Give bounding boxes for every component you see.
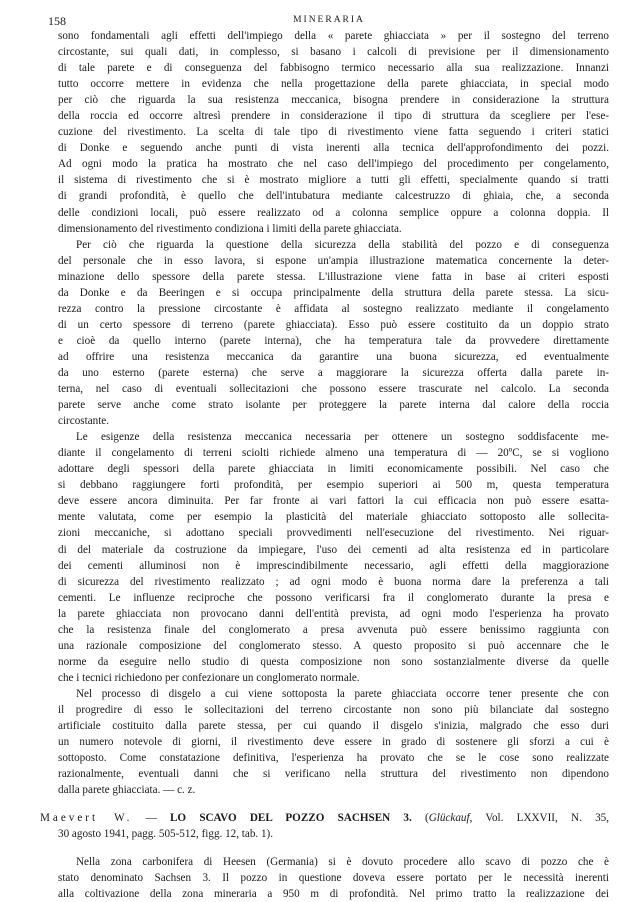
text-line: dalla parete ghiacciata. — c. z. bbox=[58, 784, 196, 797]
text-line: stato denominato Sachsen 3. Il pozzo in questione doveva essere portato per le necessità inerenti bbox=[58, 872, 609, 885]
text-line: si debbano raggiungere forti profondità, per esempio superiori ai 500 m, questa temperatura bbox=[58, 479, 609, 492]
text-line: sottoposto. Come constatazione definitiva, l'esperienza ha provato che se le cose sono realizzate bbox=[58, 752, 609, 765]
text-line: delle condizioni locali, può essere realizzato od a colonna semplice oppure a colonna doppia. Il bbox=[58, 206, 609, 219]
text-line: un numero notevole di giorni, il rivestimento deve essere in grado di sostenere gli sforzi a cui è bbox=[58, 736, 609, 749]
text-line: Ad ogni modo la pratica ha mostrato che nel caso dell'impiego del procedimento per congelamento, bbox=[58, 158, 609, 171]
review-details: , Vol. LXXVII, N. 35, bbox=[469, 812, 609, 825]
text-line: il sistema di rivestimento che si è mostrato migliore a tutti gli effetti, specialmente quando si tratti bbox=[58, 174, 609, 187]
text-line: terna, nel caso di eventuali sollecitazioni che possono essere trascurate nel calcolo. La seconda bbox=[58, 383, 609, 396]
text-line: per ciò che riguarda la sua resistenza meccanica, bisogna prendere in considerazione la struttura bbox=[58, 94, 609, 107]
text-line: che la resistenza finale del conglomerato a presa avvenuta può essere benissimo raggiunta con bbox=[58, 623, 609, 636]
text-line: rezza contro la pressione circostante è affidata al sostegno realizzato mediante il congelamento bbox=[58, 302, 609, 315]
paragraph-1 bbox=[58, 28, 609, 237]
text-line: del personale che in esso lavora, si espone un'ampia illustrazione matematica concernente la deter- bbox=[58, 254, 609, 267]
paragraph-2 bbox=[58, 237, 609, 430]
text-line: dimensionamento del rivestimento condiziona i limiti della parete ghiacciata. bbox=[58, 222, 402, 235]
citation-dash: — bbox=[132, 812, 170, 825]
citation-line: Maevert W. — LO SCAVO DEL POZZO SACHSEN 3. (Glückauf, Vol. LXXVII, N. 35, bbox=[40, 812, 609, 825]
text-line: zioni meccaniche, si adottano speciali provvedimenti nell'esecuzione del rivestimento. Nei riguar- bbox=[58, 527, 609, 540]
text-line: di tale parete e di conseguenza del fabbisogno termico necessario alla sua realizzazione. Innanzi bbox=[58, 62, 609, 75]
text-line: circostante, sui quali dati, in complesso, si basano i calcoli di previsione per il dimensionamento bbox=[58, 46, 609, 59]
text-line: di sicurezza del rivestimento realizzato ; ad ogni modo è buona norma dare la preferenza a tali bbox=[58, 575, 609, 588]
text-line: di un certo spessore di terreno (parete ghiacciata). Esso può essere costituito da un doppio strato bbox=[58, 318, 609, 331]
text-line: parete serve anche come strato isolante per proteggere la parete interna dal calore della roccia bbox=[58, 399, 609, 412]
text-line: di del materiale da costruzione da impiegare, l'uso dei cementi ad alta resistenza ed in particolare bbox=[58, 543, 609, 556]
review-citation bbox=[40, 810, 609, 842]
article-body bbox=[40, 28, 609, 902]
text-line: Nel processo di disgelo a cui viene sottoposta la parete ghiacciata occorre tener presente che con bbox=[76, 687, 609, 700]
citation-line: 30 agosto 1941, pagg. 505-512, figg. 12, tab. 1). bbox=[58, 828, 274, 841]
text-line: Per ciò che riguarda la questione della sicurezza della stabilità del pozzo e di conseguenza bbox=[76, 238, 609, 251]
review-journal: Glückauf bbox=[428, 812, 470, 825]
text-line: circostante. bbox=[58, 415, 110, 428]
text-line: diante il congelamento di terreni sciolti richiede almeno una temperatura di — 20ºC, se si vogliono bbox=[58, 447, 609, 460]
text-line: minazione dello spessore della parete stessa. L'illustrazione viene fatta in base ai criteri esposti bbox=[58, 270, 609, 283]
paragraph-4 bbox=[58, 686, 609, 798]
text-line: cementi. Le influenze reciproche che possono verificarsi fra il conglomerato durante la presa e bbox=[58, 591, 609, 604]
text-line: Nella zona carbonifera di Heesen (Germania) si è dovuto procedere allo scavo di pozzo che è bbox=[76, 856, 609, 869]
text-line: mente valutata, come per esempio la plasticità del materiale ghiacciato sottoposto alle sollecita- bbox=[58, 511, 609, 524]
text-line: adottare degli spessori della parete ghiacciata in limiti economicamente possibili. Nel caso che bbox=[58, 463, 609, 476]
text-line: dei cementi alluminosi non è imprescindibilmente necessario, agli effetti della maggiorazione bbox=[58, 559, 609, 572]
text-line: norme da eseguire nello studio di questa composizione non sono sostanzialmente diverse da quelle bbox=[58, 655, 609, 668]
text-line: tutto occorre mettere in evidenza che nella progettazione della parete ghiacciata, in special modo bbox=[58, 78, 609, 91]
text-line: una razionale composizione del conglomerato stesso. A questo proposito si può accennare che le bbox=[58, 639, 609, 652]
paragraph-5 bbox=[58, 854, 609, 902]
text-line: di grandi profondità, è quello che dell'intubatura mediante calcestruzzo di ghiaia, che, a seconda bbox=[58, 190, 609, 203]
text-line: da Donke e da Beeringen e si occupa principalmente della struttura della parete stessa. La sicu- bbox=[58, 286, 609, 299]
text-line: che i tecnici richiedono per confezionare un conglomerato normale. bbox=[58, 671, 360, 684]
text-line: sono fondamentali agli effetti dell'impiego della « parete ghiacciata » per il sostegno del terreno bbox=[58, 30, 609, 42]
page-number: 158 bbox=[48, 14, 66, 28]
text-line: il progredire di esso le sollecitazioni del terreno circostante non sono più bilanciate dal sostegno bbox=[58, 703, 609, 716]
text-line: di Donke e seguendo anche punti di vista inerenti alla tecnica dell'approfondimento dei pozzi. bbox=[58, 142, 609, 155]
text-line: della roccia ed occorre altresì prendere in considerazione il tipo di struttura da scegliere per l'ese- bbox=[58, 110, 609, 123]
text-line: e cioè da quello interno (parete interna), che ha temperatura tale da provvedere direttamente bbox=[58, 334, 609, 347]
text-line: razionalmente, eventuali danni che si verificano nella struttura del rivestimento non dipendono bbox=[58, 768, 609, 781]
text-line: da uno esterno (parete esterna) che serve a maggiorare la sicurezza offerta dalla parete in- bbox=[58, 366, 609, 379]
running-title: MINERARIA bbox=[293, 15, 365, 25]
text-line: cuzione del rivestimento. La scelta di tale tipo di rivestimento viene fatta seguendo i criteri statici bbox=[58, 126, 609, 139]
review-title: LO SCAVO DEL POZZO SACHSEN 3. bbox=[170, 812, 412, 825]
text-line: alla coltivazione della zona mineraria a 950 m di profondità. Nel primo tratto la realizzazione dei bbox=[58, 888, 609, 901]
text-line: la parete ghiacciata non provocano danni dell'entità prevista, ad ogni modo l'esperienza ha provato bbox=[58, 607, 609, 620]
text-line: deve essere ancora diminuita. Per far fronte ai vari fattori la cui efficacia non può essere esatta- bbox=[58, 495, 609, 508]
section-gap bbox=[58, 798, 609, 810]
text-line: Le esigenze della resistenza meccanica necessaria per ottenere un sostegno soddisfacente me- bbox=[76, 431, 609, 444]
review-author: Maevert W. bbox=[40, 812, 133, 825]
text-line: artificiale costituito dalla parete stessa, per cui quando il disgelo s'inizia, malgrado che esso duri bbox=[58, 720, 609, 733]
section-gap bbox=[58, 842, 609, 854]
paragraph-3 bbox=[58, 429, 609, 686]
text-line: ad offrire una resistenza meccanica da garantire una buona sicurezza, ed eventualmente bbox=[58, 350, 609, 363]
